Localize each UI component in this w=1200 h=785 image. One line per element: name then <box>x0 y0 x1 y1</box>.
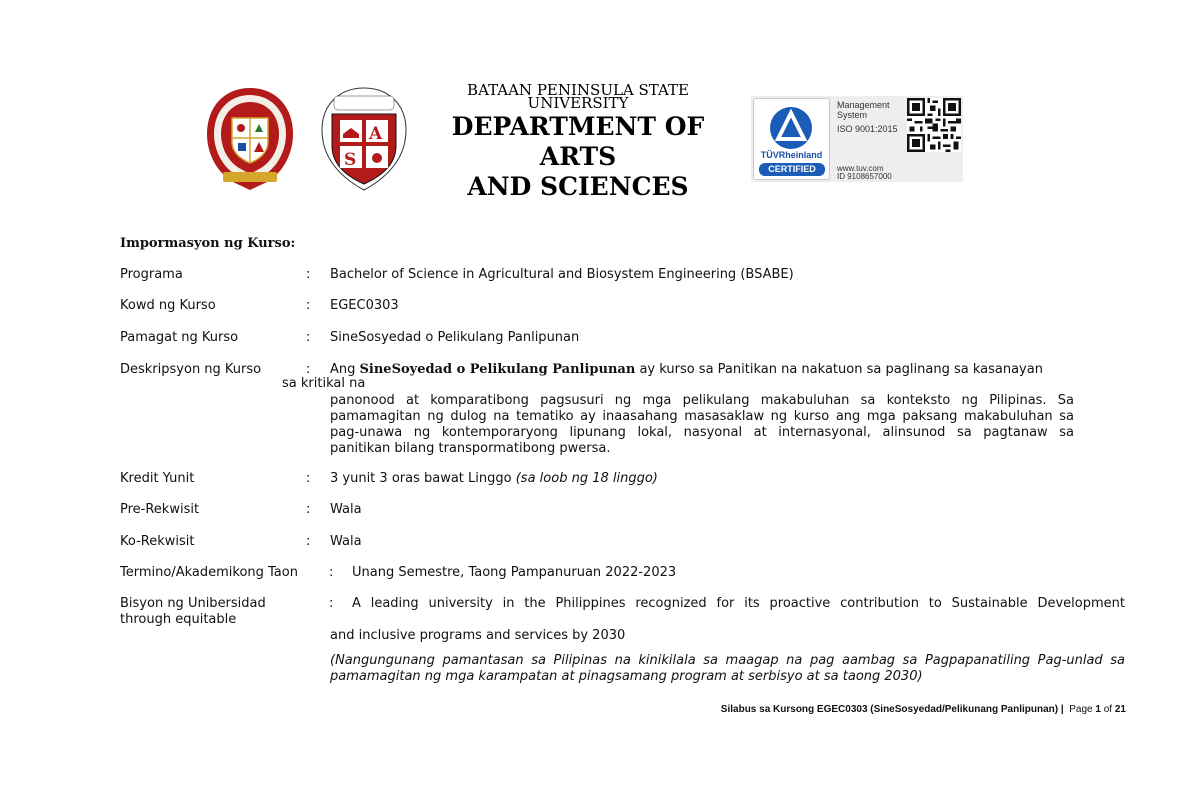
colon: : <box>306 330 311 345</box>
desc-course-title: SineSoyedad o Pelikulang Panlipunan <box>359 362 636 377</box>
desc-pre: Ang <box>330 362 360 377</box>
label-programa: Programa <box>120 267 183 282</box>
value-deskripsyon-line5: panitikan bilang transpormatibong pwersa. <box>330 441 611 456</box>
value-termino: Unang Semestre, Taong Pampanuruan 2022-2023 <box>352 565 677 580</box>
colon: : <box>306 534 311 549</box>
tuv-logo <box>753 98 830 180</box>
label-kowd: Kowd ng Kurso <box>120 298 216 313</box>
colon: : <box>306 298 311 313</box>
kredit-text: 3 yunit 3 oras bawat Linggo <box>330 471 516 486</box>
colon: : <box>329 596 334 611</box>
label-pamagat: Pamagat ng Kurso <box>120 330 239 345</box>
bpsu-seal-logo <box>205 86 295 192</box>
department-name-line1: DEPARTMENT OF <box>451 112 705 141</box>
value-prerekwisit: Wala <box>330 502 362 517</box>
value-deskripsyon-line3: pamamagitan ng dulog na tematiko ay inaasahang masasaklaw ng kurso ang mga paksang makabuluhan sa <box>330 409 1074 424</box>
kredit-duration: (sa loob ng 18 linggo) <box>515 471 658 486</box>
label-bisyon-line2: through equitable <box>120 612 237 627</box>
tuv-brand-text: TÜVRheinland <box>760 150 823 160</box>
institution-heading <box>440 83 716 200</box>
value-bisyon-line1: A leading university in the Philippines recognized for its proactive contribution to Sustainable Development <box>352 596 1125 611</box>
value-pamagat: SineSosyedad o Pelikulang Panlipunan <box>330 330 580 345</box>
seal-letter-s: S <box>344 150 357 170</box>
value-deskripsyon-line4: pag-unawa ng kontemporaryong lipunang lokal, nasyonal at internasyonal, alinsunod sa pagtanaw sa <box>330 425 1074 440</box>
university-name-line1: BATAAN PENINSULA STATE <box>467 81 689 99</box>
colon: : <box>306 362 311 377</box>
label-termino: Termino/Akademikong Taon <box>120 565 298 580</box>
value-programa: Bachelor of Science in Agricultural and Biosystem Engineering (BSABE) <box>330 267 794 282</box>
footer-separator: | <box>1060 704 1064 715</box>
value-deskripsyon-line2: panonood at komparatibong pagsusuri ng mga pelikulang makabuluhan sa konteksto ng Pilipinas. Sa <box>330 393 1074 408</box>
colon: : <box>306 502 311 517</box>
label-kredit: Kredit Yunit <box>120 471 195 486</box>
cert-line-3: ISO 9001:2015 <box>837 124 898 134</box>
cert-id: ID 9108657000 <box>837 172 892 181</box>
certified-badge: CERTIFIED <box>759 163 825 176</box>
seal-letter-a: A <box>369 124 383 144</box>
value-deskripsyon-line1b: sa kritikal na <box>282 376 366 391</box>
department-name-line3: AND SCIENCES <box>467 172 689 201</box>
value-bisyon-line3: (Nangungunang pamantasan sa Pilipinas na kinikilala sa maagap na pag aambag sa Pagpapanatiling Pag-unlad sa <box>330 653 1125 668</box>
label-deskripsyon: Deskripsyon ng Kurso <box>120 362 262 377</box>
footer-page-number: 1 <box>1095 704 1101 715</box>
desc-post: ay kurso sa Panitikan na nakatuon sa paglinang sa kasanayan <box>635 362 1043 377</box>
tuv-triangle-icon <box>760 105 822 151</box>
page-footer <box>721 704 1126 715</box>
label-bisyon-line1: Bisyon ng Unibersidad <box>120 596 266 611</box>
footer-page-word: Page <box>1069 704 1093 715</box>
department-seal-logo <box>320 86 408 194</box>
colon: : <box>306 267 311 282</box>
department-name-line2: ARTS <box>539 142 617 171</box>
footer-of-word: of <box>1103 704 1113 715</box>
label-korekwisit: Ko-Rekwisit <box>120 534 195 549</box>
cert-line-1: Management <box>837 100 890 110</box>
value-kowd: EGEC0303 <box>330 298 399 313</box>
footer-course: Silabus sa Kursong EGEC0303 (SineSosyedad/Pelikunang Panlipunan) <box>720 704 1059 715</box>
colon: : <box>329 565 334 580</box>
value-korekwisit: Wala <box>330 534 362 549</box>
value-kredit <box>330 471 658 487</box>
qr-code-icon <box>907 98 961 152</box>
value-bisyon-line4: pamamagitan ng mga karampatan at pinagsamang program at serbisyo at sa taong 2030) <box>330 669 923 684</box>
footer-page-total: 21 <box>1114 704 1126 715</box>
value-bisyon-line2: and inclusive programs and services by 2030 <box>330 628 626 643</box>
university-name-line2: UNIVERSITY <box>527 94 629 112</box>
cert-url: www.tuv.com <box>837 164 884 173</box>
cert-line-2: System <box>837 110 868 120</box>
value-deskripsyon-line1 <box>330 362 1043 378</box>
label-prerekwisit: Pre-Rekwisit <box>120 502 200 517</box>
section-title: Impormasyon ng Kurso: <box>120 236 296 251</box>
colon: : <box>306 471 311 486</box>
